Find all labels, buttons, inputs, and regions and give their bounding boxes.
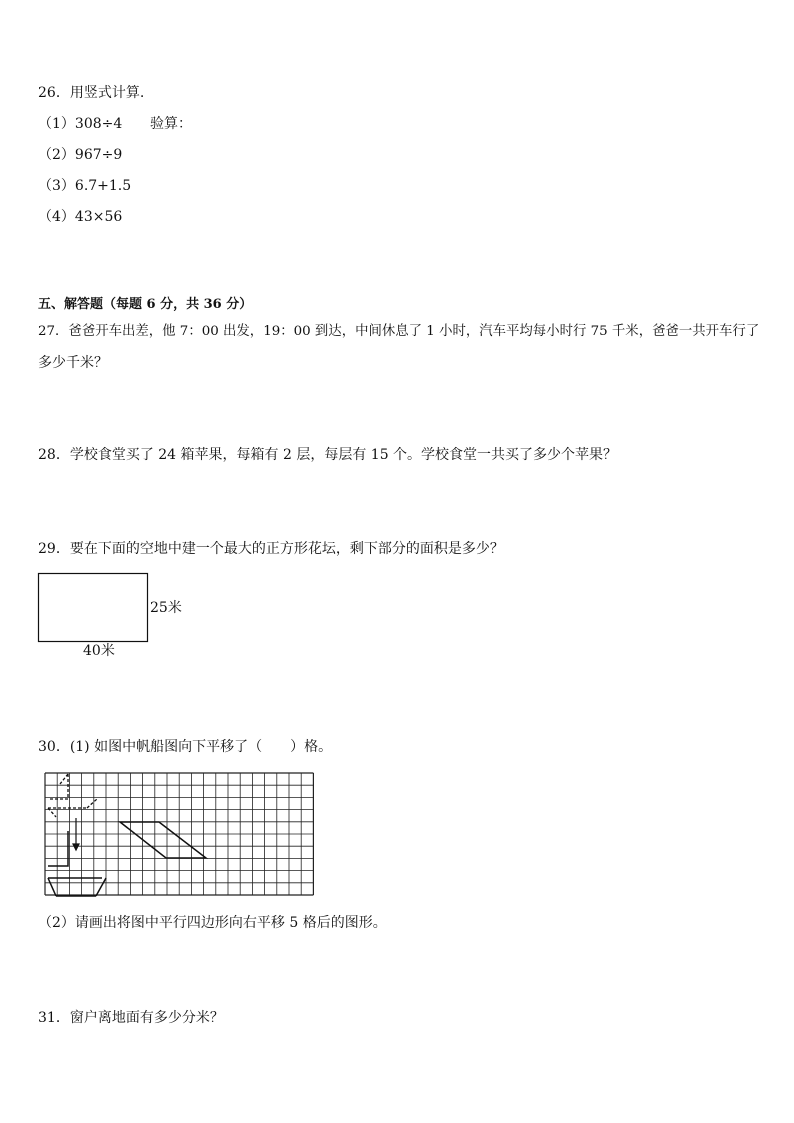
sailboat-translated [48,831,106,896]
q29-text: 29．要在下面的空地中建一个最大的正方形花坛，剩下部分的面积是多少？ [38,541,504,557]
q30-part-1: 30．(1) 如图中帆船图向下平移了（ ）格。 [38,739,333,755]
rectangle-plot [39,574,148,642]
q26-item-1: （1）308÷4 [38,116,123,132]
section-heading: 五、解答题（每题 6 分，共 36 分） [38,297,253,312]
q26-title: 26．用竖式计算. [38,85,145,101]
q26-item-2: （2）967÷9 [38,147,123,163]
translation-grid-figure [42,770,316,900]
q30-part-2: （2）请画出将图中平行四边形向右平移 5 格后的图形。 [38,915,387,931]
q26-check-label: 验算： [150,116,192,132]
q28-text: 28．学校食堂买了 24 箱苹果，每箱有 2 层，每层有 15 个。学校食堂一共买了多少个苹果？ [38,447,618,463]
sailboat-original [48,774,97,817]
q31-text: 31．窗户离地面有多少分米？ [38,1010,224,1026]
q29-height-label: 25米 [150,600,182,616]
q27-line-1: 27．爸爸开车出差，他 7：00 出发，19：00 到达，中间休息了 1 小时，汽车平均每小时行 75 千米，爸爸一共开车行了 [38,324,760,339]
grid-lines [45,773,313,895]
q26-item-4: （4）43×56 [38,209,123,225]
rectangle-plot-figure [36,571,152,645]
q27-line-2: 多少千米？ [38,355,108,371]
q29-width-label: 40米 [83,643,115,659]
parallelogram-shape [120,822,206,858]
q26-item-3: （3）6.7+1.5 [38,178,132,194]
